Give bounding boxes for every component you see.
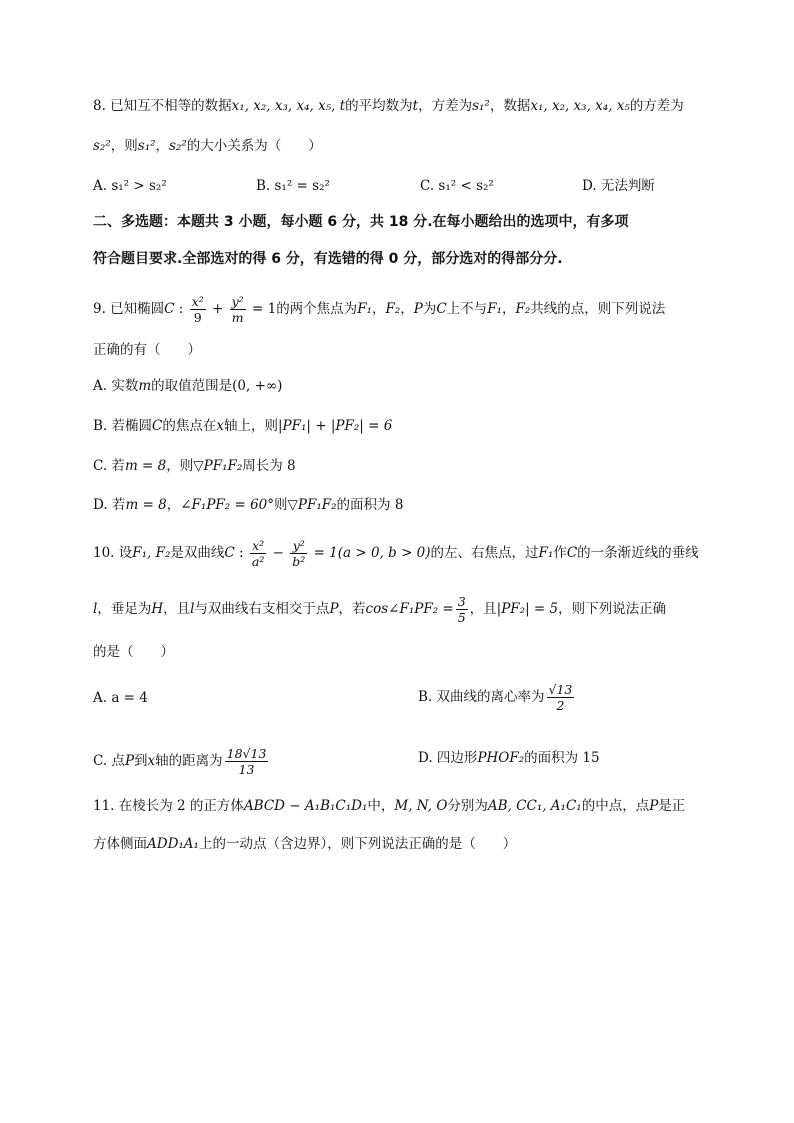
q9-text: ， — [400, 301, 414, 317]
q8-option-c: C. s₁² < s₂² — [420, 178, 494, 194]
q9-text: = 1 — [247, 301, 277, 317]
q10-text: 的一条渐近线的垂线 — [577, 545, 699, 561]
denominator: 2 — [547, 697, 575, 713]
q10-var: l — [190, 601, 195, 617]
q10-fraction-y — [290, 538, 307, 569]
q10-opt-var: P — [124, 753, 135, 769]
q9-fraction-y — [230, 294, 246, 325]
q11-text: 的中点，点 — [581, 798, 650, 814]
q10-text: ，且 — [163, 601, 191, 617]
q10-fraction-distance — [225, 746, 269, 777]
q10-text: ，则下列说法正确 — [558, 601, 667, 617]
q8-var-t: t — [412, 98, 419, 114]
q8-text: ，数据 — [489, 98, 531, 114]
q8-option-a: A. s₁² > s₂² — [93, 178, 167, 194]
q11-var: ADD₁A₁ — [147, 836, 199, 852]
q8-var-s1: s₁² — [472, 98, 490, 114]
q9-opt-expr: ▽PF₁F₂ — [193, 458, 243, 474]
numerator: 18√13 — [226, 746, 267, 761]
q10-text: 是双曲线 — [170, 545, 225, 561]
q9-opt-var: x — [216, 418, 224, 434]
q9-opt-expr: m = 8 — [125, 497, 167, 513]
denominator: 5 — [457, 610, 466, 625]
q9-var: F₁ — [487, 301, 502, 317]
q10-text: 10. 设 — [93, 545, 133, 561]
q10-opt-text: 到 — [134, 753, 148, 769]
q10-fraction-x — [250, 538, 266, 569]
q9-option-c — [93, 456, 296, 476]
q10-opt-text: C. 点 — [93, 753, 125, 769]
q10-expr: = 1(a > 0, b > 0) — [309, 545, 431, 561]
q9-text: ， — [501, 301, 516, 317]
q9-line2: 正确的有（ ） — [93, 342, 201, 358]
q9-var: F₂ — [385, 301, 401, 317]
section-2-line1: 二、多选题：本题共 3 小题，每小题 6 分，共 18 分.在每小题给出的选项中，有多项 — [93, 214, 629, 230]
q9-opt-text: 则 — [274, 497, 288, 513]
q10-opt-text: 的面积为 15 — [524, 750, 600, 766]
q11-var: P — [649, 798, 659, 814]
q9-opt-var: m — [138, 378, 152, 394]
q9-opt-var: C — [152, 418, 163, 434]
numerator: √13 — [548, 682, 573, 697]
q9-option-b — [93, 416, 392, 436]
q9-opt-text: ，则 — [166, 458, 194, 474]
q11-line2 — [93, 834, 516, 854]
q8-option-d: D. 无法判断 — [582, 178, 655, 194]
numerator: x² — [191, 294, 204, 309]
q10-var: F₁ — [538, 545, 554, 561]
q8-line1 — [93, 96, 684, 116]
numerator: 3 — [457, 594, 466, 609]
q10-opt-text: 轴的距离为 — [155, 753, 223, 769]
q9-opt-text: 轴上，则 — [223, 418, 278, 434]
q8-vars: x₁, x₂, x₃, x₄, x₅, t — [231, 98, 346, 114]
q10-opt-text: B. 双曲线的离心率为 — [418, 689, 545, 705]
q8-text: 8. 已知互不相等的数据 — [93, 98, 232, 114]
q8-vars2: x₁, x₂, x₃, x₄, x₅ — [530, 98, 630, 114]
q9-var: C — [436, 301, 447, 317]
q10-option-d — [418, 748, 600, 768]
q9-opt-text: ， — [166, 497, 181, 513]
q9-opt-text: D. 若 — [93, 497, 126, 513]
q8-text: ，方差为 — [418, 98, 473, 114]
q10-line1 — [93, 538, 699, 569]
q9-opt-text: B. 若椭圆 — [93, 418, 153, 434]
q10-text: ，且 — [469, 601, 497, 617]
q11-text: 上的一动点（含边界），则下列说法正确的是（ ） — [198, 836, 517, 852]
q9-opt-text: 的焦点在 — [162, 418, 217, 434]
q10-text: : — [234, 545, 248, 561]
q11-text: 中， — [367, 798, 395, 814]
q9-text: ， — [371, 301, 386, 317]
q11-line1 — [93, 796, 685, 816]
denominator: a² — [251, 554, 265, 569]
q9-opt-text: 的面积为 8 — [336, 497, 404, 513]
denominator: b² — [292, 554, 306, 569]
q8-option-b: B. s₁² = s₂² — [256, 178, 330, 194]
q10-var: H — [151, 601, 164, 617]
q9-text: 为 — [422, 301, 437, 317]
q10-text: 与双曲线右支相交于点 — [194, 601, 330, 617]
q10-expr: cos∠F₁PF₂ = — [365, 601, 454, 617]
q9-text: 9. 已知椭圆 — [93, 301, 165, 317]
q11-text: 方体侧面 — [93, 836, 147, 852]
q11-var: ABCD − A₁B₁C₁D₁ — [243, 798, 368, 814]
q10-option-a: A. a = 4 — [93, 690, 148, 706]
denominator: m — [230, 309, 246, 325]
q11-text: 是正 — [658, 798, 686, 814]
q9-option-d — [93, 495, 403, 515]
q11-var: AB, CC₁, A₁C₁ — [487, 798, 582, 814]
q10-expr: |PF₂| = 5 — [496, 601, 559, 617]
q9-opt-expr: |PF₁| + |PF₂| = 6 — [277, 418, 393, 434]
q10-text: 的左、右焦点，过 — [430, 545, 539, 561]
q9-option-a — [93, 376, 282, 396]
q9-opt-expr: m = 8 — [124, 458, 167, 474]
q10-text: ，垂足为 — [97, 601, 152, 617]
q9-opt-range: (0, +∞) — [232, 378, 283, 394]
q9-text: 的两个焦点为 — [276, 301, 358, 317]
q9-opt-text: A. 实数 — [93, 378, 139, 394]
q11-text: 11. 在棱长为 2 的正方体 — [93, 798, 244, 814]
q10-fraction-eccentricity — [547, 682, 575, 713]
q9-opt-expr: ∠F₁PF₂ = 60° — [180, 497, 275, 513]
q8-text: 的大小关系为（ ） — [186, 138, 322, 154]
numerator: y² — [231, 294, 244, 309]
q9-opt-text: 的取值范围是 — [151, 378, 233, 394]
q9-var: F₁ — [357, 301, 372, 317]
denominator: 9 — [190, 309, 206, 325]
q10-line3: 的是（ ） — [93, 644, 174, 660]
q9-var-c: C — [164, 301, 175, 317]
section-2-line2: 符合题目要求.全部选对的得 6 分，有选错的得 0 分，部分选对的得部分分. — [93, 251, 563, 267]
q8-text: ，则 — [110, 138, 138, 154]
q8-var-s2: s₂² — [93, 138, 111, 154]
q9-var: P — [413, 301, 423, 317]
q10-var: C — [566, 545, 578, 561]
q10-fraction-cos — [456, 594, 468, 625]
q10-var: P — [329, 601, 339, 617]
q8-line2 — [93, 136, 322, 156]
q10-option-b — [418, 682, 576, 713]
q8-var-s1: s₁² — [137, 138, 156, 154]
q9-opt-expr: ▽PF₁F₂ — [287, 497, 337, 513]
q9-opt-text: C. 若 — [93, 458, 125, 474]
q10-option-c — [93, 746, 270, 777]
q9-fraction-x — [190, 294, 206, 325]
q10-text: 作 — [553, 545, 567, 561]
q10-opt-var: x — [147, 753, 156, 769]
q10-opt-text: D. 四边形 — [418, 750, 478, 766]
denominator: 13 — [225, 761, 269, 777]
q8-text: 的平均数为 — [345, 98, 413, 114]
q10-opt-var: PHOF₂ — [477, 750, 525, 766]
q9-text: : — [174, 301, 188, 317]
q9-text: 上不与 — [446, 301, 488, 317]
q10-text: ，若 — [338, 601, 366, 617]
q10-var: C — [224, 545, 235, 561]
q10-text: − — [268, 545, 289, 561]
q9-text: 共线的点，则下列说法 — [530, 301, 666, 317]
q8-text: ， — [155, 138, 170, 154]
q9-line1 — [93, 294, 665, 325]
q8-text: 的方差为 — [629, 98, 684, 114]
q9-var: F₂ — [515, 301, 531, 317]
q11-text: 分别为 — [447, 798, 488, 814]
q9-opt-text: 周长为 8 — [242, 458, 296, 474]
numerator: y² — [292, 538, 305, 553]
q10-var: F₁, F₂ — [132, 545, 171, 561]
numerator: x² — [252, 538, 265, 553]
q9-text: + — [207, 301, 228, 317]
q10-line2 — [93, 594, 666, 625]
q8-var-s2: s₂² — [169, 138, 187, 154]
q11-var: M, N, O — [394, 798, 448, 814]
q10-var: l — [93, 601, 98, 617]
